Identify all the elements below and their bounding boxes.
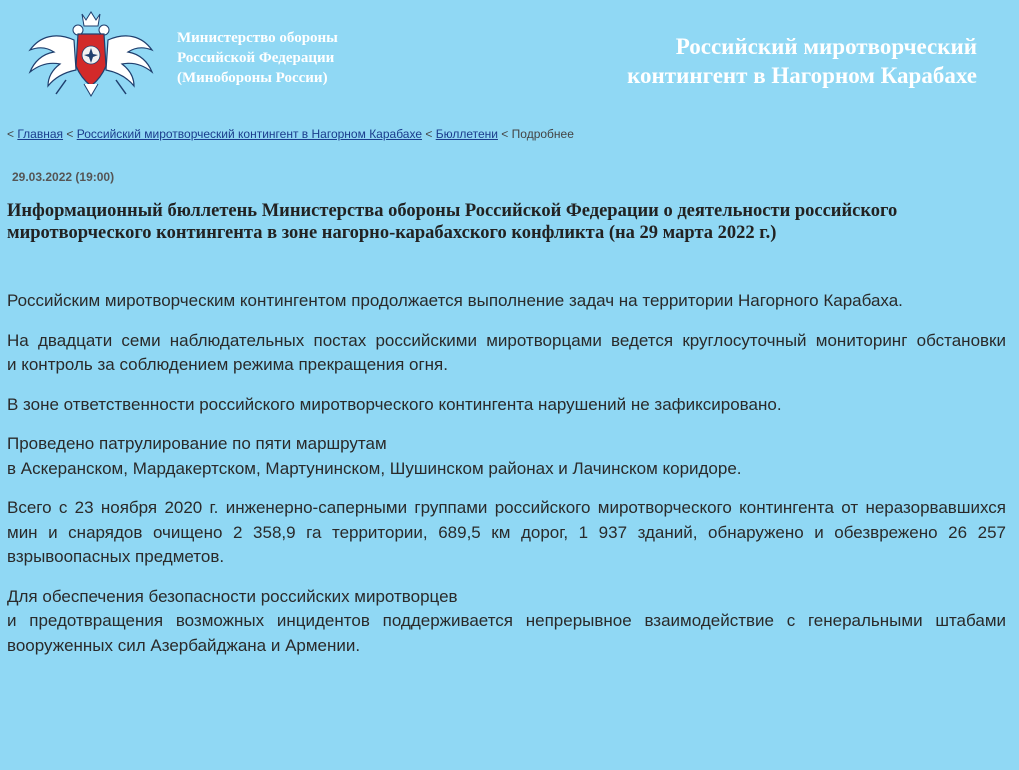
paragraph-line: Для обеспечения безопасности российских миротворцев	[7, 586, 458, 606]
ministry-title-line-2: Российской Федерации	[177, 50, 335, 66]
breadcrumb-link-home[interactable]: Главная	[17, 127, 64, 141]
paragraph	[7, 432, 1006, 481]
ministry-title[interactable]	[177, 28, 338, 88]
section-title-line-2: контингент в Нагорном Карабахе	[627, 63, 977, 88]
paragraph: В зоне ответственности российского миротворческого контингента нарушений не зафиксировано.	[7, 394, 782, 414]
breadcrumb-separator: <	[63, 127, 77, 141]
section-title[interactable]	[627, 32, 977, 90]
breadcrumb-separator: <	[7, 127, 18, 141]
breadcrumb-separator: <	[422, 127, 436, 141]
breadcrumb-current: Подробнее	[511, 127, 574, 141]
paragraph: Всего с 23 ноября 2020 г. инженерно-саперными группами российского миротворческого контингента от неразорвавшихся мин и снарядов очищено 2 358,9 га территории, 689,5 км дорог, 1 937 зданий, обнаружено и обезврежено 26 257 взрывоопасных предметов.	[7, 498, 1006, 566]
site-header	[0, 0, 1019, 110]
breadcrumb-link-section[interactable]: Российский миротворческий контингент в Нагорном Карабахе	[76, 127, 423, 141]
paragraph-line: и предотвращения возможных инцидентов поддерживается непрерывное взаимодействие с генеральными штабами вооруженных сил Азербайджана и Армении.	[7, 611, 1006, 655]
paragraph-line: в Аскеранском, Мардакертском, Мартунинском, Шушинском районах и Лачинском коридоре.	[7, 458, 742, 478]
breadcrumb	[7, 127, 574, 141]
paragraph-line: и контроль за соблюдением режима прекращения огня.	[7, 355, 448, 374]
paragraph-line: На двадцати семи наблюдательных постах российскими миротворцами ведется круглосуточный мониторинг обстановки	[7, 330, 1006, 350]
section-title-line-1: Российский миротворческий	[675, 34, 977, 59]
paragraph	[7, 329, 1006, 378]
breadcrumb-separator: <	[497, 127, 512, 141]
paragraph: Российским миротворческим контингентом продолжается выполнение задач на территории Нагорного Карабаха.	[7, 291, 903, 310]
double-headed-eagle-emblem-icon[interactable]	[26, 10, 156, 98]
ministry-title-line-1: Министерство обороны	[177, 30, 338, 46]
ministry-title-line-3: (Минобороны России)	[177, 70, 328, 86]
paragraph-line: Проведено патрулирование по пяти маршрутам	[7, 434, 387, 453]
paragraph	[7, 585, 1006, 659]
article-body	[7, 289, 1006, 673]
breadcrumb-link-bulletins[interactable]: Бюллетени	[435, 127, 498, 141]
article-title: Информационный бюллетень Министерства обороны Российской Федерации о деятельности российского миротворческого контингента в зоне нагорно-карабахского конфликта (на 29 марта 2022 г.)	[7, 201, 898, 243]
article-date: 29.03.2022 (19:00)	[12, 170, 115, 184]
